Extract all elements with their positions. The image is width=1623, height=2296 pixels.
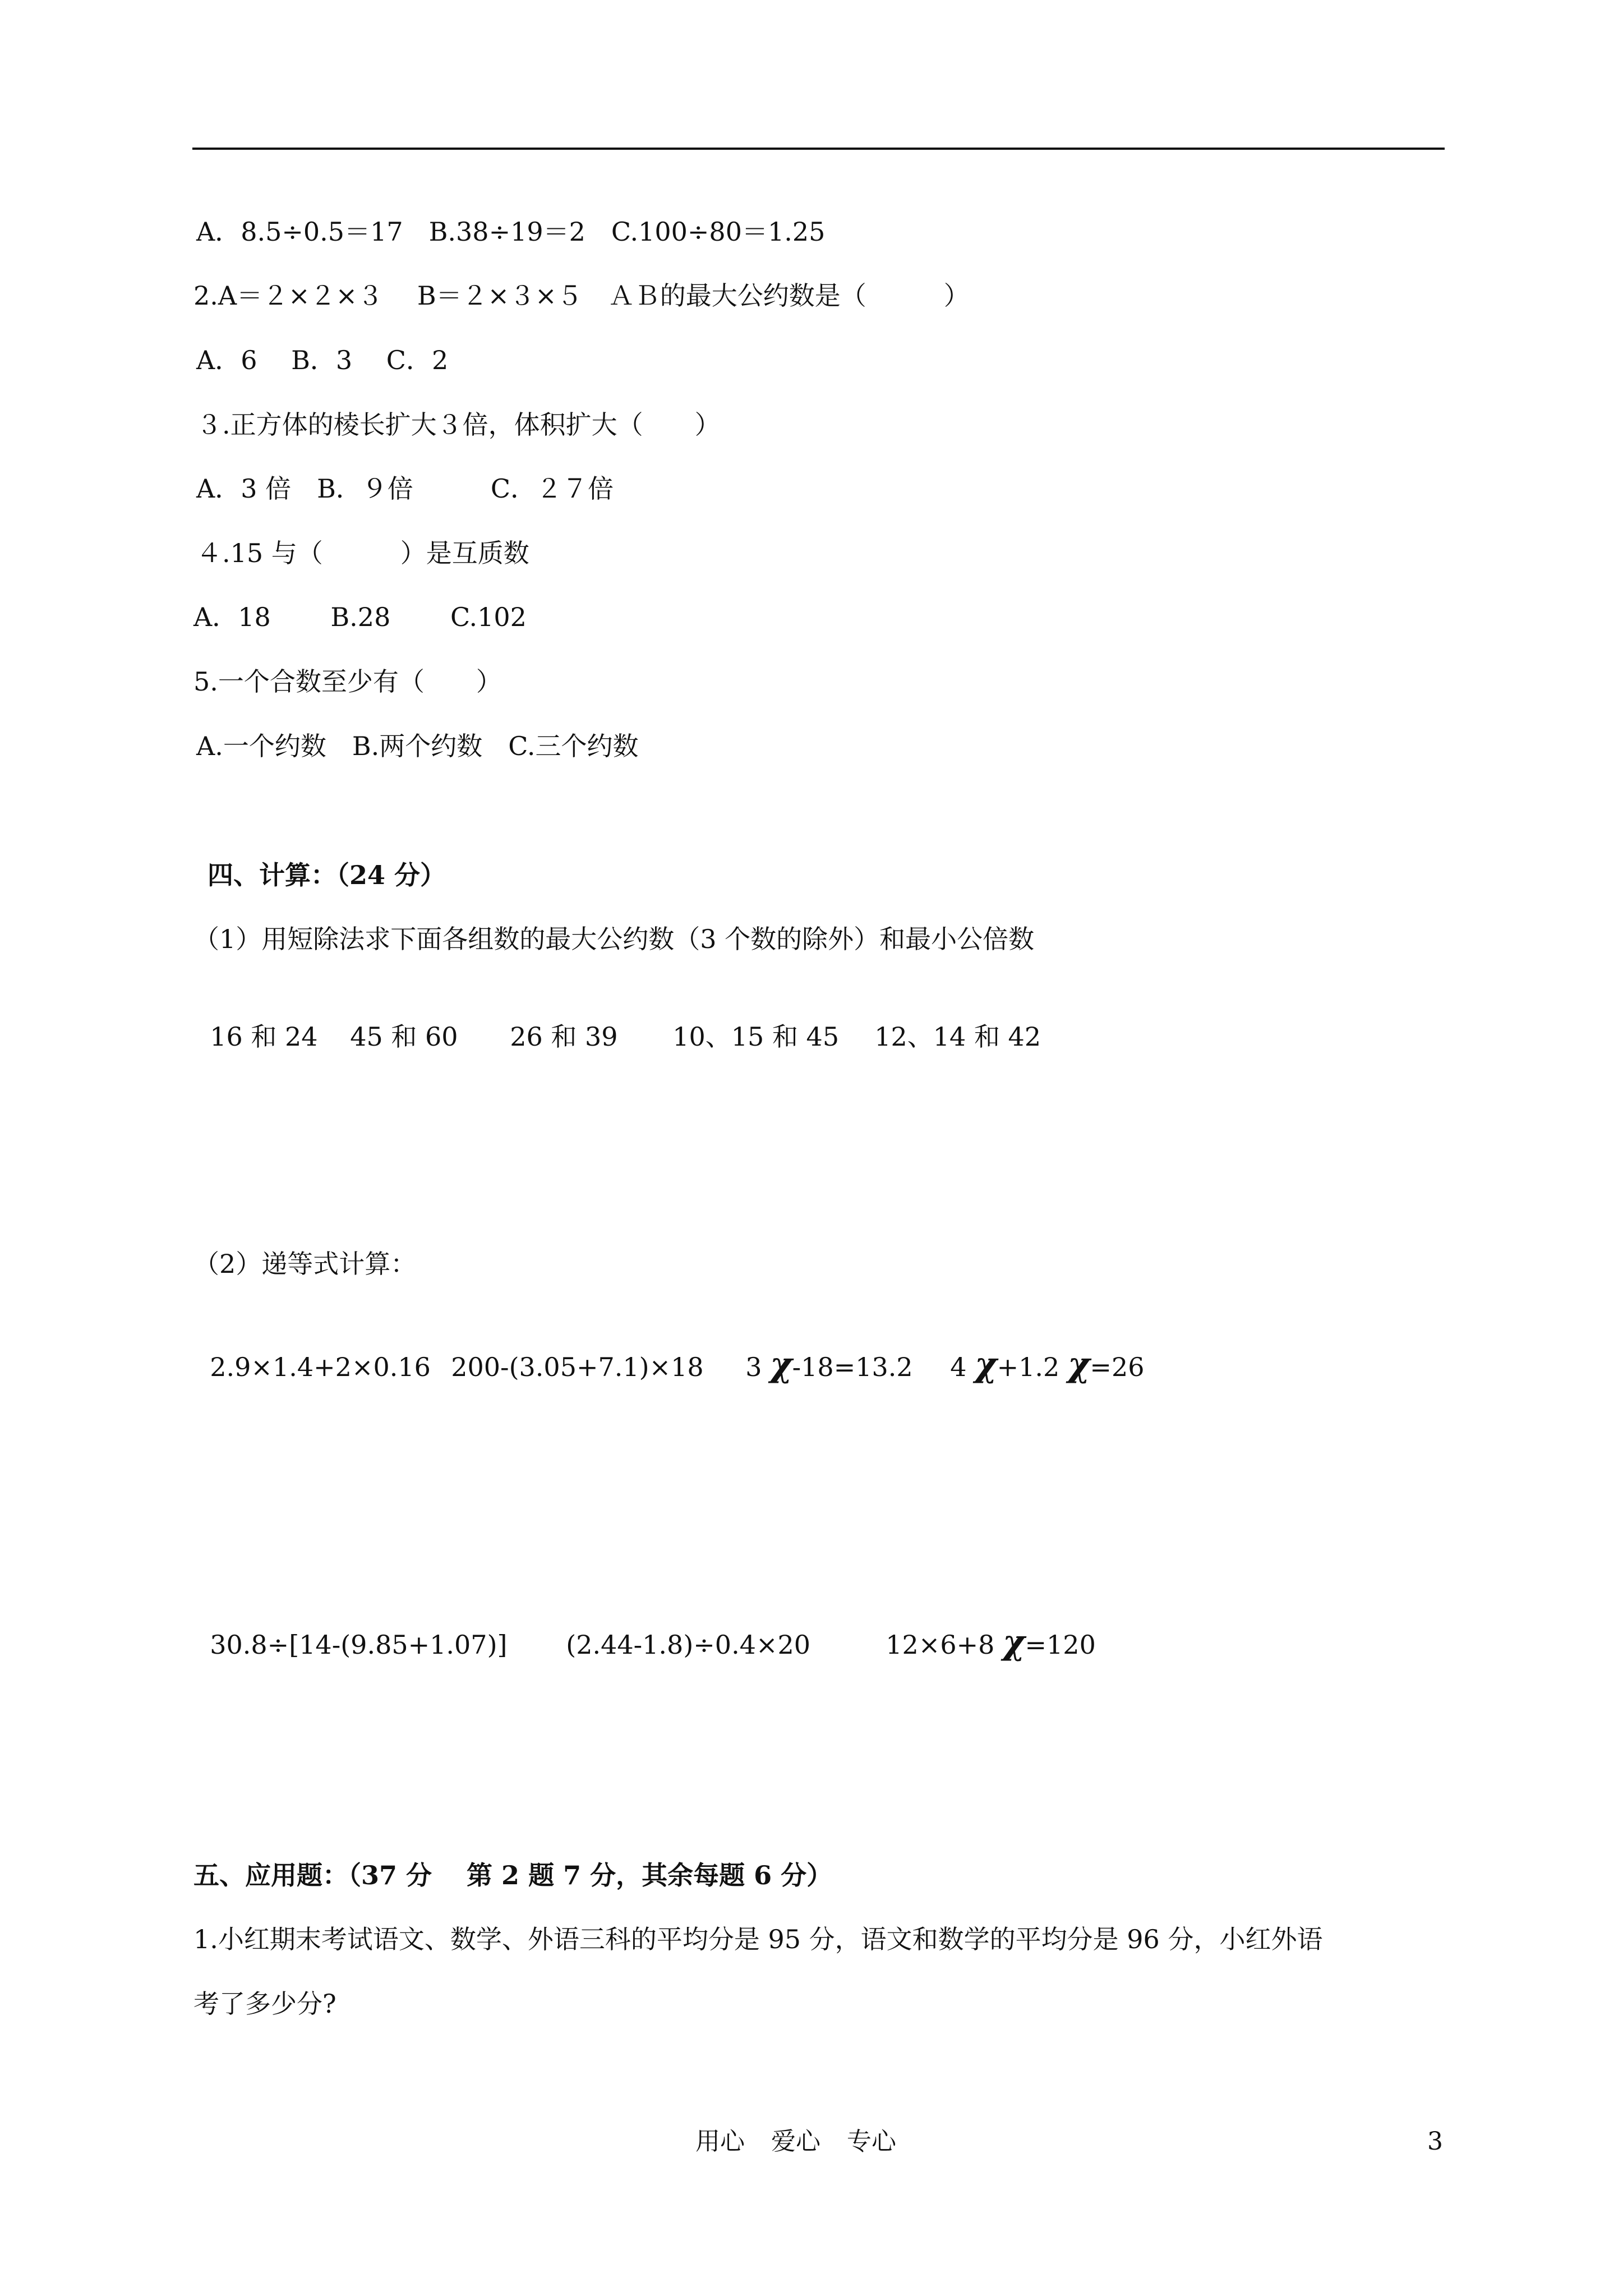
section4-part1-prompt: （1）用短除法求下面各组数的最大公约数（3 个数的除外）和最小公倍数: [193, 924, 1035, 954]
page-number: 3: [1427, 2127, 1443, 2156]
part1-item: 16 和 24: [210, 1022, 318, 1052]
section5-heading: 五、应用题：（37 分 第 2 题 7 分，其余每题 6 分）: [193, 1860, 833, 1890]
part1-item: 45 和 60: [350, 1022, 458, 1052]
variable-x: χ: [1003, 1623, 1025, 1662]
section5-q1-line2: 考了多少分?: [193, 1989, 336, 2019]
q5-options: A.一个约数 B.两个约数 C.三个约数: [196, 731, 639, 761]
section5-q1-line1: 1.小红期末考试语文、数学、外语三科的平均分是 95 分，语文和数学的平均分是 96 分，小红外语: [193, 1924, 1323, 1954]
calc-expr: 30.8÷[14-(9.85+1.07)]: [210, 1630, 508, 1660]
part1-item: 12、14 和 42: [874, 1022, 1041, 1052]
equation-rest: =120: [1025, 1630, 1096, 1660]
q3-options: A．3 倍 B．９倍 C．２７倍: [196, 473, 614, 504]
calc-row-2: [193, 1592, 1096, 1662]
coef: 4: [950, 1352, 967, 1382]
equation: [950, 1345, 1145, 1384]
calc-expr: 2.9×1.4+2×0.16: [210, 1352, 431, 1382]
q4-question: ４.15 与（ ）是互质数: [196, 538, 529, 568]
q3-question: ３.正方体的棱长扩大３倍，体积扩大（ ）: [196, 409, 721, 440]
footer-text-1: 用心: [695, 2127, 745, 2156]
coef: 3: [745, 1352, 762, 1382]
part1-item: 10、15 和 45: [672, 1022, 840, 1052]
variable-x: χ: [770, 1345, 792, 1384]
equation: [886, 1623, 1096, 1662]
q5-question: 5.一个合数至少有（ ）: [193, 666, 502, 697]
equation-rest: =26: [1090, 1352, 1145, 1382]
calc-expr: (2.44-1.8)÷0.4×20: [566, 1630, 811, 1660]
calc-expr: 200-(3.05+7.1)×18: [451, 1352, 704, 1382]
equation-left: 12×6+8: [886, 1630, 995, 1660]
footer-text-3: 专心: [847, 2127, 896, 2156]
part1-item: 26 和 39: [510, 1022, 618, 1052]
q1-options: A．8.5÷0.5＝17 B.38÷19＝2 C.100÷80＝1.25: [196, 217, 826, 247]
footer-text-2: 爱心: [771, 2127, 820, 2156]
calc-row-1: [193, 1314, 1145, 1384]
section4-part2-prompt: （2）递等式计算：: [193, 1249, 417, 1279]
section4-part1-items: [193, 986, 1041, 1053]
q2-question: 2.A＝２×２×３ B＝２×３×５ ＡＢ的最大公约数是（ ）: [193, 280, 970, 311]
q4-options: A．18 B.28 C.102: [193, 602, 527, 632]
equation: [745, 1345, 950, 1384]
equation-rest: -18=13.2: [792, 1352, 913, 1382]
variable-x: χ: [1067, 1345, 1090, 1384]
section4-heading: 四、计算：（24 分）: [208, 860, 446, 890]
variable-x: χ: [975, 1345, 997, 1384]
q2-options: A．6 B．3 C．2: [196, 345, 449, 375]
equation-mid: +1.2: [997, 1352, 1060, 1382]
header-rule: [192, 148, 1445, 150]
